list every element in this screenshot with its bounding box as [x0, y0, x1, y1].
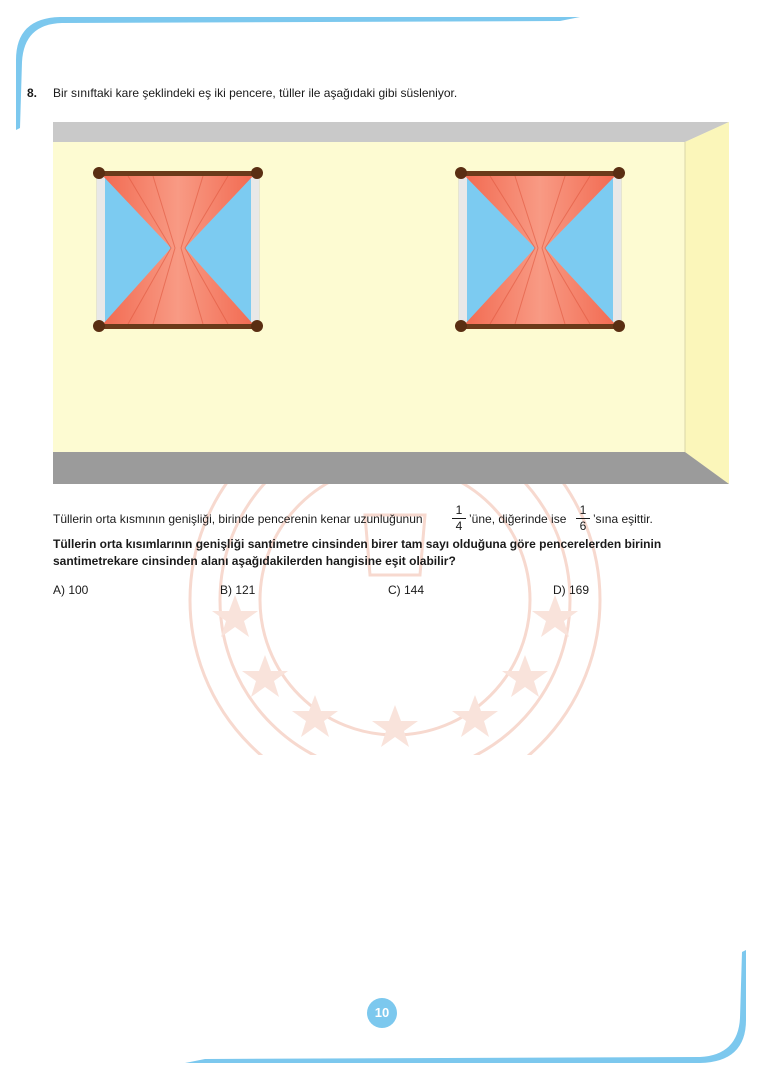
side-wall: [685, 122, 729, 484]
info-part3: ’sına eşittir.: [593, 512, 653, 526]
page-number-badge: 10: [367, 998, 397, 1028]
info-part2: ’üne, diğerinde ise: [469, 512, 567, 526]
choice-b[interactable]: B) 121: [220, 583, 256, 597]
curtain-rod-bottom-1: [99, 324, 257, 329]
choice-a[interactable]: A) 100: [53, 583, 89, 597]
floor: [53, 452, 729, 484]
choice-c[interactable]: C) 144: [388, 583, 425, 597]
ceiling: [53, 122, 729, 142]
fraction-2-denominator: 6: [579, 519, 587, 533]
fraction-1-numerator: 1: [452, 504, 466, 519]
curtain-rod-bottom-2: [461, 324, 619, 329]
info-line: [53, 504, 733, 534]
curtain-rod-top-2: [461, 171, 619, 176]
fraction-1-denominator: 4: [455, 519, 463, 533]
curtain-rod-top-1: [99, 171, 257, 176]
window-2: [455, 167, 625, 332]
page-frame-top: [0, 0, 764, 140]
info-part1: Tüllerin orta kısmının genişliği, birinde pencerenin kenar uzunluğunun: [53, 512, 423, 526]
question-number: 8.: [27, 86, 38, 100]
room-illustration: [53, 122, 729, 484]
fraction-one-quarter: [452, 504, 466, 533]
choice-d[interactable]: D) 169: [553, 583, 590, 597]
window-1: [93, 167, 263, 332]
fraction-2-numerator: 1: [576, 504, 590, 519]
fraction-one-sixth: [576, 504, 590, 533]
question-stem: Bir sınıftaki kare şeklindeki eş iki pencere, tüller ile aşağıdaki gibi süsleniyor.: [53, 86, 458, 100]
ministry-seal-watermark: [175, 455, 615, 755]
question-prompt: Tüllerin orta kısımlarının genişliği santimetre cinsinden birer tam sayı olduğuna göre pencerelerden birinin santimetrekare cinsinden alanı aşağıdakilerden hangisine eşit olabilir?: [53, 537, 662, 568]
